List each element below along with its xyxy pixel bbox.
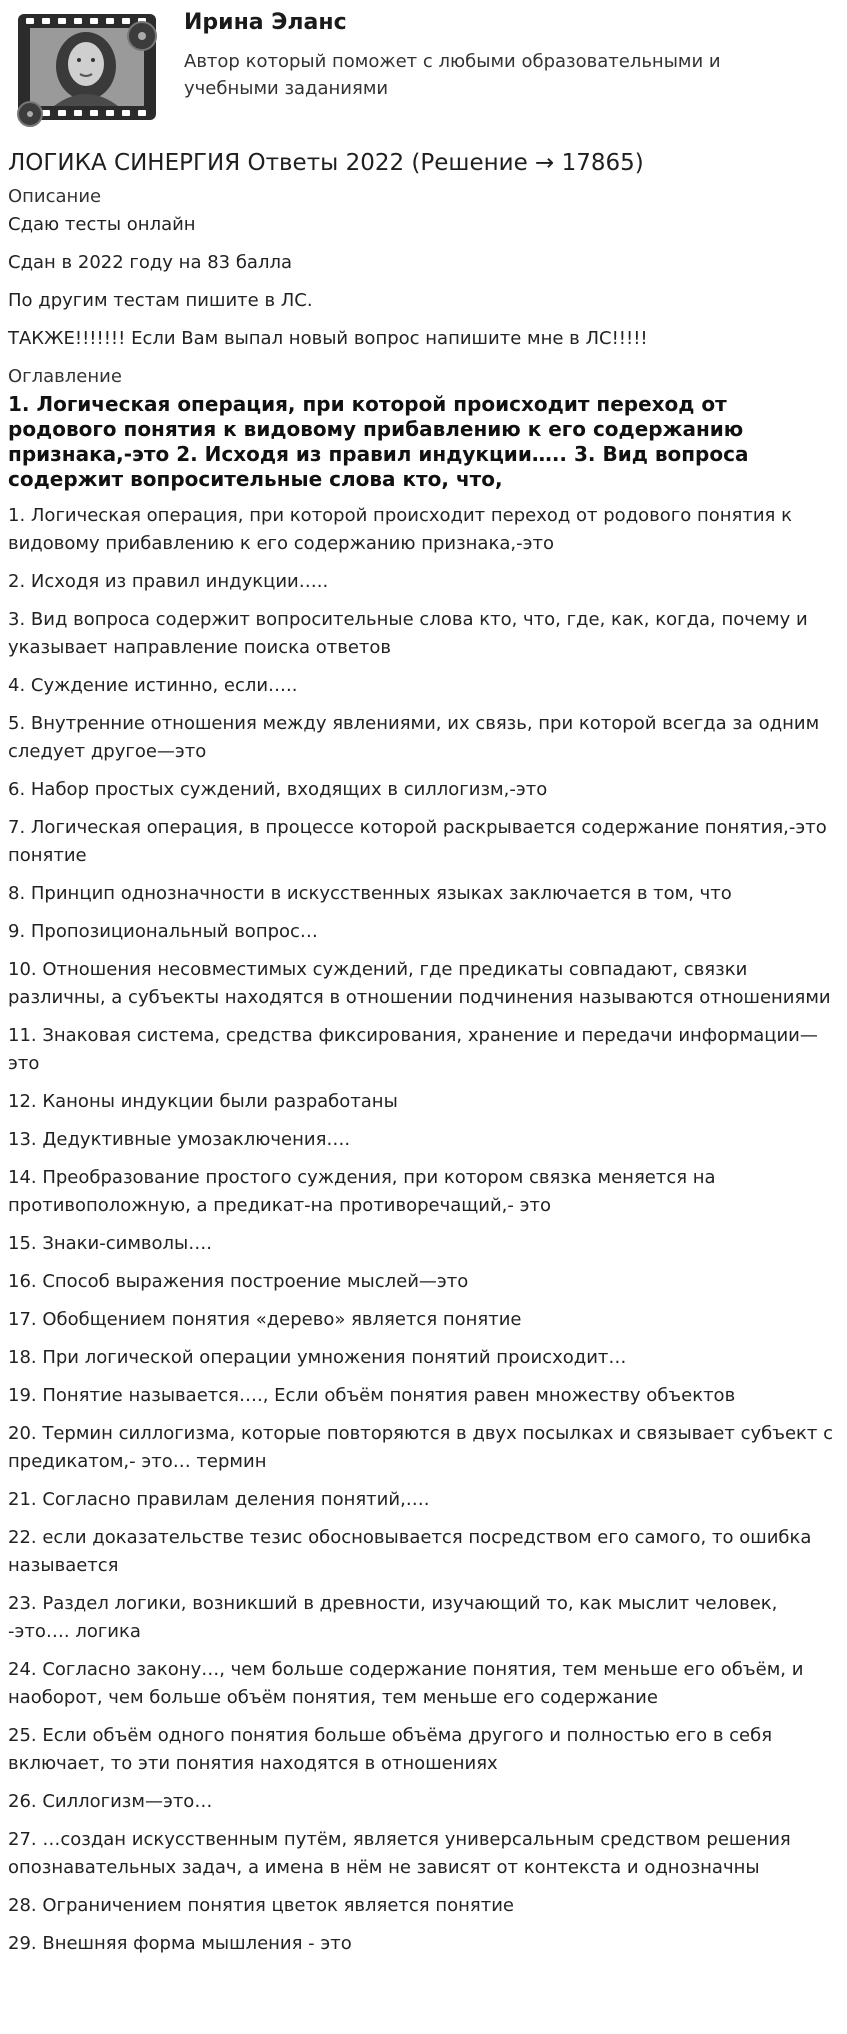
question-item: 15. Знаки-символы….: [8, 1233, 212, 1254]
question-item: 3. Вид вопроса содержит вопросительные слова кто, что, где, как, когда, почему и указывает направление поиска ответов: [8, 609, 808, 658]
question-list: [8, 502, 839, 1958]
question-item: 21. Согласно правилам деления понятий,….: [8, 1489, 430, 1510]
toc-summary: 1. Логическая операция, при которой происходит переход от родового понятия к видовому прибавлению к его содержанию признака,-это 2. Исходя из правил индукции….. 3. Вид вопроса содержит вопросительные слова кто, что,: [8, 392, 749, 491]
question-item: 25. Если объём одного понятия больше объёма другого и полностью его в себя включает, то эти понятия находятся в отношениях: [8, 1725, 773, 1774]
question-item: 17. Обобщением понятия «дерево» является понятие: [8, 1309, 522, 1330]
question-item: 13. Дедуктивные умозаключения….: [8, 1129, 351, 1150]
question-item: 29. Внешняя форма мышления - это: [8, 1933, 352, 1954]
question-item: 18. При логической операции умножения понятий происходит…: [8, 1347, 627, 1368]
description-line: ТАКЖЕ!!!!!!! Если Вам выпал новый вопрос напишите мне в ЛС!!!!!: [8, 328, 648, 349]
question-item: 5. Внутренние отношения между явлениями, их связь, при которой всегда за одним следует другое—это: [8, 713, 820, 762]
question-item: 14. Преобразование простого суждения, при котором связка меняется на противоположную, а предикат-на противоречащий,- это: [8, 1167, 716, 1216]
question-item: 11. Знаковая система, средства фиксирования, хранение и передачи информации—это: [8, 1025, 818, 1074]
question-item: 6. Набор простых суждений, входящих в силлогизм,-это: [8, 779, 548, 800]
author-description: Автор который поможет с любыми образовательными и учебными заданиями: [184, 51, 721, 99]
question-item: 16. Способ выражения построение мыслей—это: [8, 1271, 469, 1292]
question-item: 4. Суждение истинно, если…..: [8, 675, 298, 696]
author-card: [8, 0, 839, 134]
avatar[interactable]: [14, 6, 162, 128]
question-item: 24. Согласно закону…, чем больше содержание понятия, тем меньше его объём, и наоборот, чем больше объём понятия, тем меньше его содержание: [8, 1659, 804, 1708]
question-item: 2. Исходя из правил индукции…..: [8, 571, 329, 592]
question-item: 22. если доказательстве тезис обосновывается посредством его самого, то ошибка называется: [8, 1527, 812, 1576]
question-item: 19. Понятие называется…., Если объём понятия равен множеству объектов: [8, 1385, 736, 1406]
question-item: 27. …создан искусственным путём, является универсальным средством решения опознавательных задач, а имена в нём не зависят от контекста и однозначны: [8, 1829, 791, 1878]
question-item: 26. Силлогизм—это…: [8, 1791, 213, 1812]
description-label: Описание: [8, 186, 102, 207]
question-item: 7. Логическая операция, в процессе которой раскрывается содержание понятия,-это понятие: [8, 817, 827, 866]
question-item: 28. Ограничением понятия цветок является понятие: [8, 1895, 514, 1916]
question-item: 9. Пропозициональный вопрос…: [8, 921, 318, 942]
description-line: Сдан в 2022 году на 83 балла: [8, 252, 293, 273]
author-name[interactable]: Ирина Эланс: [184, 10, 347, 35]
author-photo-filmstrip-icon: [14, 6, 162, 128]
toc-label: Оглавление: [8, 366, 122, 387]
description-line: Сдаю тесты онлайн: [8, 214, 196, 235]
description-line: По другим тестам пишите в ЛС.: [8, 290, 313, 311]
question-item: 8. Принцип однозначности в искусственных языках заключается в том, что: [8, 883, 732, 904]
description-block: [8, 212, 839, 352]
question-item: 1. Логическая операция, при которой происходит переход от родового понятия к видовому прибавлению к его содержанию признака,-это: [8, 505, 792, 554]
question-item: 10. Отношения несовместимых суждений, где предикаты совпадают, связки различны, а субъекты находятся в отношении подчинения называются отношениями: [8, 959, 831, 1008]
question-item: 23. Раздел логики, возникший в древности, изучающий то, как мыслит человек, -это…. логика: [8, 1593, 778, 1642]
question-item: 20. Термин силлогизма, которые повторяются в двух посылках и связывает субъект с предикатом,- это… термин: [8, 1423, 834, 1472]
question-item: 12. Каноны индукции были разработаны: [8, 1091, 398, 1112]
document-title: ЛОГИКА СИНЕРГИЯ Ответы 2022 (Решение → 17865): [8, 150, 644, 176]
